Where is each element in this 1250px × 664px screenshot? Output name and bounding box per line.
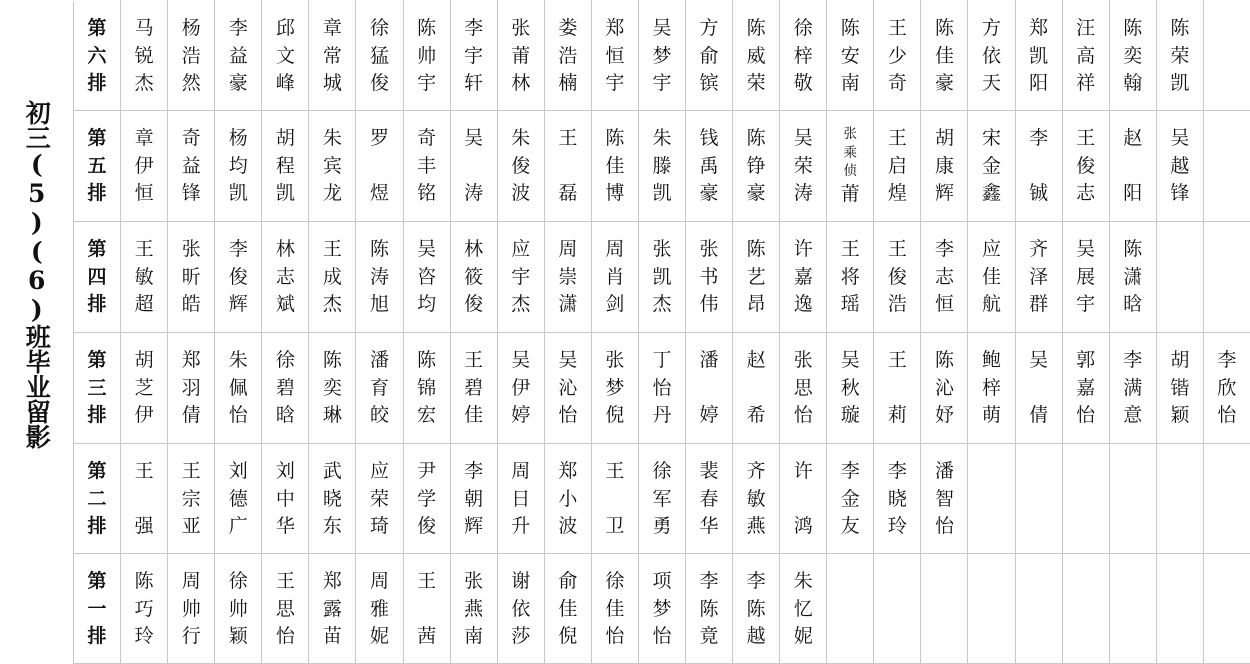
student-name: 李 金 友 [827,444,873,541]
name-cell [591,1,638,111]
name-cell [1015,222,1062,333]
student-name: 徐 帅 颖 [215,554,261,651]
name-cell [497,554,544,664]
name-cell [874,1,921,111]
name-cell [827,1,874,111]
name-cell [450,1,497,111]
name-cell [1109,111,1156,222]
name-cell [591,222,638,333]
name-grid [73,0,1250,664]
student-name: 吴 秋 璇 [827,333,873,430]
row-6 [74,554,1250,664]
student-name: 王 磊 [545,111,591,208]
student-name: 王 俊 浩 [874,222,920,319]
name-cell [403,554,450,664]
student-name: 郑 露 苗 [309,554,355,651]
student-name: 武 晓 东 [309,444,355,541]
student-name: 吴 涛 [451,111,497,208]
empty-cell [1203,554,1250,664]
empty-cell [1062,554,1109,664]
student-name: 张 思 怡 [780,333,826,430]
student-name: 朱 佩 怡 [215,333,261,430]
name-cell [121,111,168,222]
student-name: 王 将 瑶 [827,222,873,319]
student-name: 郑 羽 倩 [168,333,214,430]
student-name: 刘 中 华 [262,444,308,541]
student-name: 李 满 意 [1110,333,1156,430]
student-name: 张 乘 侦 莆 [827,111,873,208]
name-cell [733,222,780,333]
name-cell [309,333,356,444]
name-cell [168,444,215,554]
student-name: 尹 学 俊 [404,444,450,541]
name-cell [686,222,733,333]
name-cell [544,1,591,111]
student-name: 李 铖 [1016,111,1062,208]
name-cell [1015,1,1062,111]
student-name: 李 陈 越 [733,554,779,651]
student-name: 张 燕 南 [451,554,497,651]
student-name: 陈 锦 宏 [404,333,450,430]
name-cell [1062,333,1109,444]
student-name: 胡 程 凯 [262,111,308,208]
name-cell [121,1,168,111]
name-cell [121,333,168,444]
student-name: 王 卫 [592,444,638,541]
empty-cell [1015,554,1062,664]
student-name: 罗 煜 [356,111,402,208]
name-cell [497,444,544,554]
student-name: 周 崇 潇 [545,222,591,319]
student-name: 王 启 煌 [874,111,920,208]
name-cell [591,111,638,222]
student-name: 张 书 伟 [686,222,732,319]
student-name: 王 莉 [874,333,920,430]
name-cell [309,444,356,554]
student-name: 周 肖 剑 [592,222,638,319]
empty-cell [1203,111,1250,222]
empty-cell [968,444,1015,554]
student-name: 章 常 城 [309,1,355,98]
name-cell [638,444,685,554]
name-cell [356,333,403,444]
name-cell [121,554,168,664]
name-cell [356,444,403,554]
student-name: 吴 荣 涛 [780,111,826,208]
student-name: 周 帅 行 [168,554,214,651]
student-name: 钱 禹 豪 [686,111,732,208]
student-name: 李 晓 玲 [874,444,920,541]
name-cell [403,333,450,444]
name-cell [262,111,309,222]
student-name: 项 梦 怡 [639,554,685,651]
name-cell [733,1,780,111]
student-name: 陈 涛 旭 [356,222,402,319]
name-cell [1109,1,1156,111]
student-name: 张 昕 皓 [168,222,214,319]
name-cell [544,333,591,444]
student-name: 奇 丰 铭 [404,111,450,208]
empty-cell [1203,1,1250,111]
row-label [74,222,121,333]
student-name: 陈 佳 豪 [921,1,967,98]
name-cell [403,111,450,222]
name-cell [827,333,874,444]
name-cell [168,1,215,111]
student-name: 王 成 杰 [309,222,355,319]
student-name: 林 筱 俊 [451,222,497,319]
name-cell [1156,111,1203,222]
student-name: 吴 伊 婷 [498,333,544,430]
name-cell [968,111,1015,222]
empty-cell [1109,444,1156,554]
name-cell [686,444,733,554]
student-name: 李 朝 辉 [451,444,497,541]
student-name: 李 陈 竟 [686,554,732,651]
student-name: 娄 浩 楠 [545,1,591,98]
name-cell [874,111,921,222]
student-name: 应 宇 杰 [498,222,544,319]
student-name: 陈 巧 玲 [121,554,167,651]
name-cell [262,1,309,111]
name-cell [168,222,215,333]
empty-cell [874,554,921,664]
empty-cell [1203,444,1250,554]
student-name: 陈 帅 宇 [404,1,450,98]
empty-cell [1109,554,1156,664]
student-name: 应 荣 琦 [356,444,402,541]
name-cell [874,444,921,554]
student-name: 张 莆 林 [498,1,544,98]
name-cell [733,554,780,664]
student-name: 胡 芝 伊 [121,333,167,430]
empty-cell [1015,444,1062,554]
row-label-text: 第 五 排 [74,111,120,208]
name-cell [215,444,262,554]
name-cell [497,222,544,333]
name-cell [450,554,497,664]
student-name: 方 依 天 [968,1,1014,98]
name-cell [309,1,356,111]
name-cell [121,444,168,554]
student-name: 丁 怡 丹 [639,333,685,430]
student-name: 郭 嘉 怡 [1063,333,1109,430]
name-cell [827,111,874,222]
student-name: 赵 阳 [1110,111,1156,208]
name-cell [309,554,356,664]
student-name: 吴 展 宇 [1063,222,1109,319]
student-name: 方 俞 镔 [686,1,732,98]
name-cell [733,333,780,444]
name-cell [591,444,638,554]
name-cell [215,1,262,111]
name-cell [921,222,968,333]
name-cell [638,1,685,111]
student-name: 陈 潇 晗 [1110,222,1156,319]
name-cell [1015,333,1062,444]
name-cell [450,444,497,554]
student-name: 林 志 斌 [262,222,308,319]
row-label [74,554,121,664]
name-cell [215,222,262,333]
student-name: 王 强 [121,444,167,541]
student-name: 郑 小 波 [545,444,591,541]
name-cell [497,111,544,222]
name-cell [1203,333,1250,444]
student-name: 朱 滕 凯 [639,111,685,208]
name-cell [262,222,309,333]
student-name: 周 日 升 [498,444,544,541]
empty-cell [1156,444,1203,554]
student-name: 鲍 梓 萌 [968,333,1014,430]
student-name: 齐 敏 燕 [733,444,779,541]
student-name: 陈 安 南 [827,1,873,98]
name-cell [215,111,262,222]
empty-cell [968,554,1015,664]
student-name: 张 凯 杰 [639,222,685,319]
student-name: 徐 军 勇 [639,444,685,541]
student-name: 陈 艺 昂 [733,222,779,319]
student-name: 杨 浩 然 [168,1,214,98]
name-cell [262,333,309,444]
name-cell [544,554,591,664]
name-cell [638,333,685,444]
student-name: 李 欣 怡 [1204,333,1250,430]
name-cell [780,1,827,111]
name-cell [1109,333,1156,444]
student-name: 陈 奕 琳 [309,333,355,430]
name-cell [309,111,356,222]
student-name: 陈 铮 豪 [733,111,779,208]
empty-cell [921,554,968,664]
name-cell [1156,333,1203,444]
student-name: 周 雅 妮 [356,554,402,651]
name-cell [968,222,1015,333]
name-cell [262,554,309,664]
student-name: 陈 荣 凯 [1157,1,1203,98]
student-name: 李 志 恒 [921,222,967,319]
student-name: 吴 梦 宇 [639,1,685,98]
student-name: 应 佳 航 [968,222,1014,319]
row-label-text: 第 二 排 [74,444,120,541]
row-4 [74,333,1250,444]
student-name: 徐 猛 俊 [356,1,402,98]
student-name: 汪 高 祥 [1063,1,1109,98]
student-name: 胡 康 辉 [921,111,967,208]
name-cell [921,111,968,222]
row-label [74,444,121,554]
name-cell [262,444,309,554]
row-5 [74,444,1250,554]
student-name: 王 俊 志 [1063,111,1109,208]
empty-cell [1156,222,1203,333]
student-name: 朱 忆 妮 [780,554,826,651]
student-name: 齐 泽 群 [1016,222,1062,319]
student-name: 陈 佳 博 [592,111,638,208]
empty-cell [1062,444,1109,554]
name-cell [968,1,1015,111]
name-cell [450,222,497,333]
name-cell [968,333,1015,444]
name-cell [356,222,403,333]
row-label-text: 第 六 排 [74,1,120,98]
name-cell [403,1,450,111]
name-cell [591,333,638,444]
student-name: 潘 智 怡 [921,444,967,541]
name-cell [544,444,591,554]
student-name: 吴 倩 [1016,333,1062,430]
student-name: 张 梦 倪 [592,333,638,430]
student-name: 王 茜 [404,554,450,651]
name-cell [121,222,168,333]
name-cell [874,222,921,333]
student-name: 王 宗 亚 [168,444,214,541]
empty-cell [827,554,874,664]
name-cell [874,333,921,444]
name-cell [780,111,827,222]
student-name: 吴 沁 怡 [545,333,591,430]
name-cell [215,554,262,664]
name-cell [1062,222,1109,333]
student-name: 俞 佳 倪 [545,554,591,651]
row-2 [74,111,1250,222]
student-name: 裴 春 华 [686,444,732,541]
name-cell [638,222,685,333]
student-name: 邱 文 峰 [262,1,308,98]
student-name: 徐 梓 敬 [780,1,826,98]
name-cell [450,111,497,222]
name-cell [356,554,403,664]
name-cell [544,222,591,333]
student-name: 朱 宾 龙 [309,111,355,208]
name-cell [921,1,968,111]
name-cell [1015,111,1062,222]
student-name: 徐 碧 晗 [262,333,308,430]
name-cell [403,222,450,333]
row-1 [74,1,1250,111]
name-cell [921,444,968,554]
student-name: 许 鸿 [780,444,826,541]
name-cell [686,333,733,444]
name-cell [638,554,685,664]
name-cell [827,222,874,333]
student-name: 郑 凯 阳 [1016,1,1062,98]
name-cell [356,1,403,111]
student-name: 陈 沁 妤 [921,333,967,430]
name-cell [686,111,733,222]
row-label [74,333,121,444]
student-name: 郑 恒 宇 [592,1,638,98]
row-3 [74,222,1250,333]
student-name: 王 少 奇 [874,1,920,98]
name-cell [686,554,733,664]
student-name: 陈 奕 翰 [1110,1,1156,98]
name-cell [780,333,827,444]
name-cell [638,111,685,222]
name-cell [780,554,827,664]
name-cell [356,111,403,222]
student-name: 谢 依 莎 [498,554,544,651]
name-cell [309,222,356,333]
name-cell [215,333,262,444]
student-name: 王 思 怡 [262,554,308,651]
name-cell [1062,1,1109,111]
student-name: 赵 希 [733,333,779,430]
student-name: 潘 育 皎 [356,333,402,430]
empty-cell [1203,222,1250,333]
name-cell [403,444,450,554]
student-name: 李 俊 辉 [215,222,261,319]
student-name: 杨 均 凯 [215,111,261,208]
name-cell [168,111,215,222]
name-cell [497,1,544,111]
name-cell [450,333,497,444]
name-cell [591,554,638,664]
name-cell [921,333,968,444]
name-cell [827,444,874,554]
name-cell [733,111,780,222]
row-label-text: 第 一 排 [74,554,120,651]
student-name: 王 敏 超 [121,222,167,319]
name-cell [168,554,215,664]
student-name: 陈 威 荣 [733,1,779,98]
name-cell [1156,1,1203,111]
student-name: 朱 俊 波 [498,111,544,208]
name-cell [733,444,780,554]
student-name: 章 伊 恒 [121,111,167,208]
student-name: 马 锐 杰 [121,1,167,98]
student-name: 胡 锴 颖 [1157,333,1203,430]
student-name: 徐 佳 怡 [592,554,638,651]
name-cell [1109,222,1156,333]
row-label [74,111,121,222]
name-cell [686,1,733,111]
name-cell [1062,111,1109,222]
student-name: 李 宇 轩 [451,1,497,98]
student-name: 吴 越 锋 [1157,111,1203,208]
student-name: 李 益 豪 [215,1,261,98]
name-cell [780,222,827,333]
name-cell [497,333,544,444]
student-name: 许 嘉 逸 [780,222,826,319]
empty-cell [1156,554,1203,664]
student-name: 奇 益 锋 [168,111,214,208]
student-name: 吴 咨 均 [404,222,450,319]
name-cell [168,333,215,444]
name-cell [544,111,591,222]
page-title: 初三(5)(6)班毕业留影 [14,100,58,449]
student-name: 王 碧 佳 [451,333,497,430]
student-name: 刘 德 广 [215,444,261,541]
student-name: 宋 金 鑫 [968,111,1014,208]
row-label-text: 第 三 排 [74,333,120,430]
row-label-text: 第 四 排 [74,222,120,319]
student-name: 潘 婷 [686,333,732,430]
row-label [74,1,121,111]
name-cell [780,444,827,554]
